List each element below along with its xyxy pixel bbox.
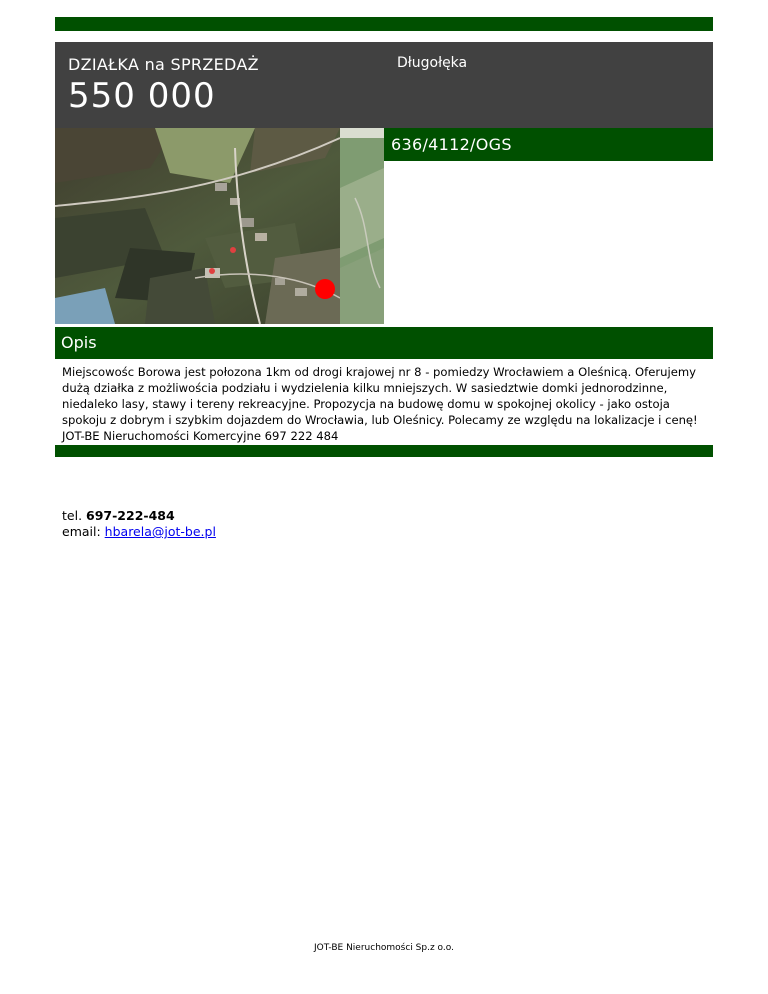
listing-price: 550 000 [68, 76, 216, 116]
bottom-accent-bar [55, 445, 713, 457]
description-text: Miejscowośc Borowa jest połozona 1km od drogi krajowej nr 8 - pomiedzy Wrocławiem a Oleśnicą. Oferujemy dużą działka z możliwościa podziału i wydzielenia kilku mniejszych. W sasiedztwie domki jednorodzinne, niedaleko lasy, stawy i tereny rekreacyjne. Propozycja na budowę domu w spokojnej okolicy - jako ostoja spokoju z dobrym i szybkim dojazdem do Wrocławia, lub Oleśnicy. Polecamy ze względu na lokalizacje i cenę! JOT-BE Nieruchomości Komercyjne 697 222 484 [62, 365, 698, 443]
contact-block [62, 508, 216, 540]
location-marker [315, 279, 335, 299]
description-heading: Opis [61, 333, 97, 352]
email-label: email: [62, 524, 101, 539]
listing-location: Długołęka [397, 55, 468, 71]
listing-reference: 636/4112/OGS [391, 135, 512, 154]
listing-header [55, 42, 713, 128]
phone-label: tel. [62, 508, 83, 523]
phone-number: 697-222-484 [86, 508, 175, 523]
email-line [62, 524, 216, 540]
reference-bar [384, 128, 713, 161]
phone-line [62, 508, 216, 524]
offer-type: DZIAŁKA na SPRZEDAŻ [68, 55, 259, 74]
email-link[interactable]: hbarela@jot-be.pl [104, 524, 216, 539]
top-accent-bar [55, 17, 713, 31]
description-header [55, 327, 713, 359]
footer-company: JOT-BE Nieruchomości Sp.z o.o. [314, 943, 454, 953]
satellite-map-image [55, 128, 384, 324]
